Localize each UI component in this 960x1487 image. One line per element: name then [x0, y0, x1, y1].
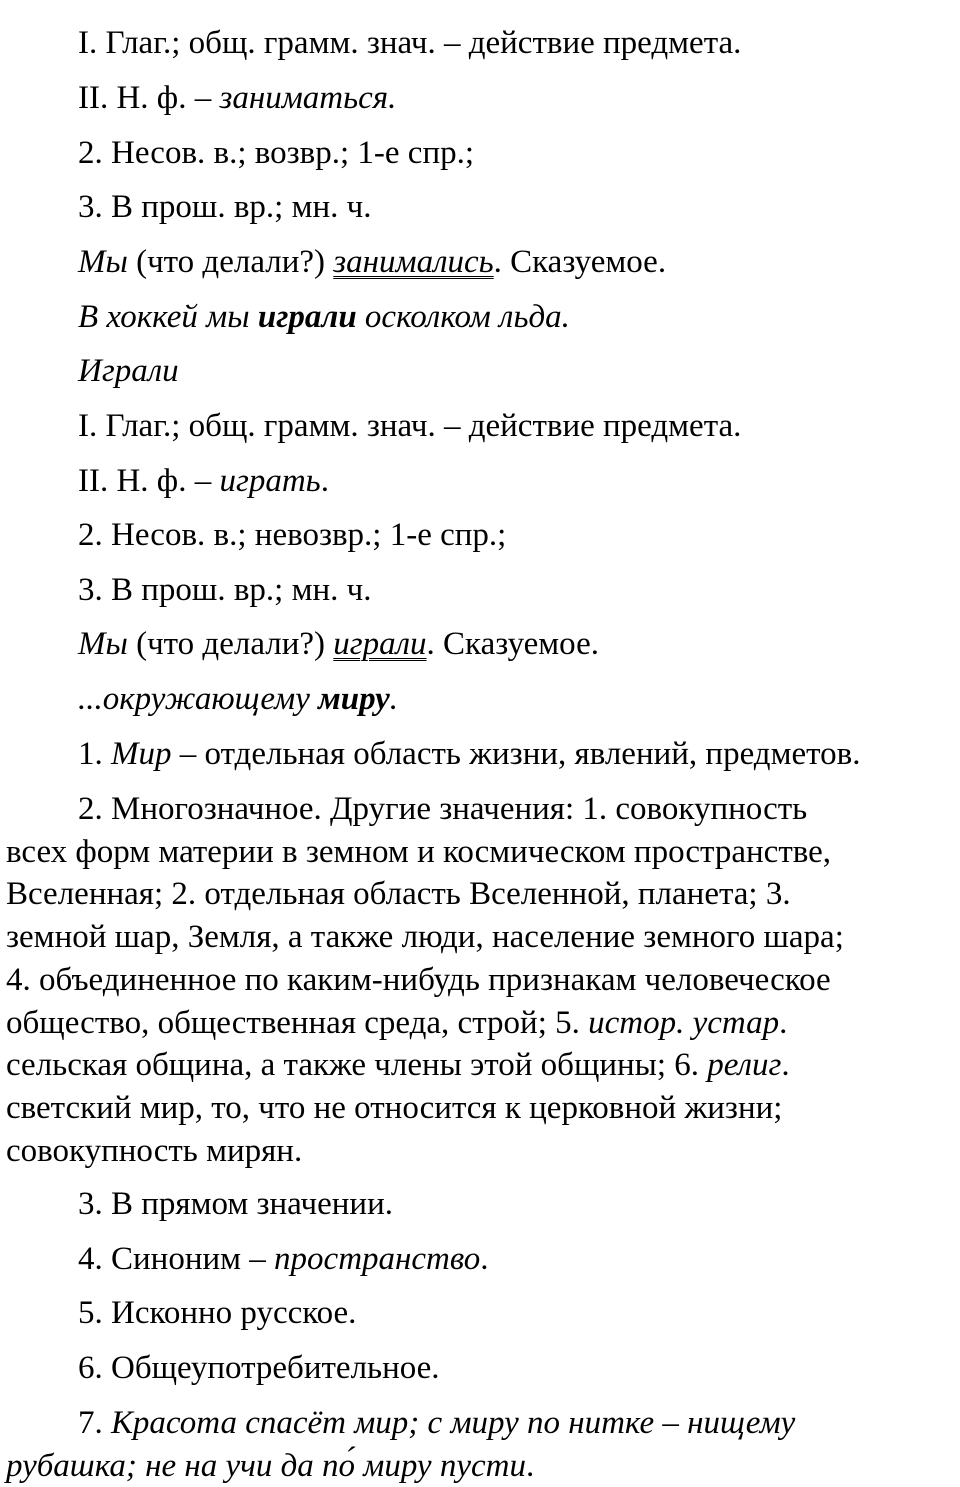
- subject-word: Мы: [78, 626, 128, 662]
- italic-text: Красота спасёт мир; с миру по нитке – нищему: [111, 1405, 796, 1441]
- text-fragment: .: [320, 463, 329, 499]
- italic-word: заниматься.: [219, 80, 397, 116]
- text-line: [78, 624, 599, 664]
- text-fragment: – отдельная область жизни, явлений, предметов.: [171, 736, 861, 772]
- text-line: 2. Несов. в.; возвр.; 1-е спр.;: [78, 135, 475, 171]
- text-line: I. Глаг.; общ. грамм. знач. – действие предмета.: [78, 408, 742, 444]
- question-text: (что делали?): [127, 244, 334, 280]
- text-fragment: .: [781, 1047, 790, 1084]
- text-fragment: осколком льда.: [356, 299, 570, 335]
- question-text: (что делали?): [127, 626, 334, 662]
- text-fragment: .: [525, 1447, 535, 1484]
- text-fragment: .: [389, 681, 399, 717]
- paragraph-row: 4. объединенное по каким-нибудь признакам человеческое: [6, 961, 831, 998]
- text-fragment: .: [779, 1004, 788, 1041]
- text-fragment: 1.: [78, 736, 111, 772]
- paragraph-row: всех форм материи в земном и космическом пространстве,: [6, 833, 832, 870]
- text-fragment: .: [480, 1241, 489, 1277]
- text-line: 6. Общеупотребительное.: [78, 1350, 440, 1386]
- italic-word: Мир: [111, 736, 172, 772]
- example-sentence: [78, 297, 570, 337]
- text-line: 5. Исконно русское.: [78, 1295, 357, 1331]
- italic-word: играть: [219, 463, 321, 499]
- text-line: 3. В прош. вр.; мн. ч.: [78, 572, 372, 608]
- text-fragment: сельская община, а также члены этой общины; 6.: [6, 1047, 708, 1084]
- word-heading: [78, 351, 179, 391]
- paragraph-row: [6, 1005, 787, 1041]
- paragraph-row: светский мир, то, что не относится к церковной жизни;: [6, 1089, 783, 1126]
- paragraph-row: [6, 1448, 534, 1484]
- text-fragment: ...окружающему: [78, 681, 319, 717]
- text-fragment: . Сказуемое.: [493, 244, 667, 280]
- proverbs-paragraph: [6, 1402, 956, 1487]
- italic-text: рубашка; не на учи да по́ миру пусти: [6, 1447, 526, 1484]
- text-fragment: общество, общественная среда, строй; 5.: [6, 1004, 589, 1041]
- subject-word: Мы: [78, 244, 128, 280]
- text-line: 3. В прямом значении.: [78, 1186, 393, 1222]
- bold-word: миру: [318, 681, 390, 717]
- paragraph-row: земной шар, Земля, а также люди, население земного шара;: [6, 919, 844, 956]
- text-fragment: 4. Синоним –: [78, 1241, 275, 1277]
- italic-word: пространство: [274, 1241, 481, 1277]
- meanings-paragraph: [6, 788, 956, 1172]
- predicate-word: занимались: [333, 244, 494, 280]
- paragraph-row: совокупность мирян.: [6, 1132, 303, 1169]
- text-fragment: В хоккей мы: [78, 299, 258, 335]
- text-fragment: 7.: [78, 1405, 111, 1441]
- paragraph-row: 2. Многозначное. Другие значения: 1. совокупность: [78, 791, 808, 827]
- text-fragment: II. Н. ф. –: [78, 80, 220, 116]
- italic-word: истор. устар: [588, 1004, 780, 1041]
- text-line: [78, 461, 329, 501]
- word-heading: [78, 679, 398, 719]
- text-line: 3. В прош. вр.; мн. ч.: [78, 189, 372, 225]
- text-fragment: II. Н. ф. –: [78, 463, 220, 499]
- predicate-word: играли: [333, 626, 427, 662]
- bold-word: играли: [257, 299, 357, 335]
- text-line: [78, 78, 396, 118]
- text-line: [78, 1239, 489, 1279]
- text-line: I. Глаг.; общ. грамм. знач. – действие предмета.: [78, 25, 742, 61]
- text-fragment: . Сказуемое.: [426, 626, 599, 662]
- paragraph-row: Вселенная; 2. отдельная область Вселенной, планета; 3.: [6, 876, 791, 913]
- text-line: [78, 242, 666, 282]
- heading-word: Играли: [78, 353, 179, 389]
- paragraph-row: [78, 1405, 795, 1441]
- text-line: [78, 734, 860, 774]
- italic-word: религ: [707, 1047, 782, 1084]
- paragraph-row: [6, 1047, 790, 1083]
- text-line: 2. Несов. в.; невозвр.; 1-е спр.;: [78, 517, 507, 553]
